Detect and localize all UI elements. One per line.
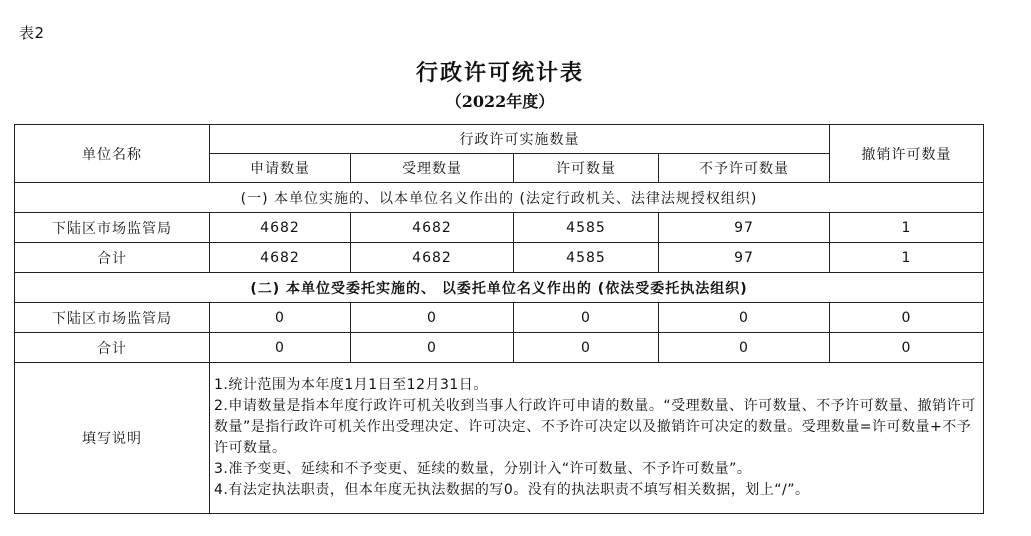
table-row <box>15 213 984 243</box>
accepted-cell: 0 <box>351 333 514 363</box>
notes-label: 填写说明 <box>15 363 210 514</box>
permit-statistics-table <box>14 124 984 514</box>
accepted-cell: 4682 <box>351 243 514 273</box>
header-accepted: 受理数量 <box>351 154 514 183</box>
not-permitted-cell: 97 <box>659 243 830 273</box>
permitted-cell: 0 <box>514 333 659 363</box>
section-1-header <box>15 183 984 213</box>
permitted-cell: 4585 <box>514 213 659 243</box>
header-implementation-count: 行政许可实施数量 <box>210 125 830 154</box>
header-revoked: 撤销许可数量 <box>830 125 984 183</box>
section-2-header <box>15 273 984 303</box>
not-permitted-cell: 97 <box>659 213 830 243</box>
unit-cell: 合计 <box>15 243 210 273</box>
section-2-title: (二) 本单位受委托实施的、 以委托单位名义作出的 (依法受委托执法组织) <box>15 273 984 303</box>
not-permitted-cell: 0 <box>659 333 830 363</box>
revoked-cell: 0 <box>830 303 984 333</box>
revoked-cell: 1 <box>830 213 984 243</box>
table-row <box>15 303 984 333</box>
header-permitted: 许可数量 <box>514 154 659 183</box>
applications-cell: 0 <box>210 303 351 333</box>
permitted-cell: 4585 <box>514 243 659 273</box>
header-not-permitted: 不予许可数量 <box>659 154 830 183</box>
applications-cell: 0 <box>210 333 351 363</box>
table-row-total <box>15 243 984 273</box>
not-permitted-cell: 0 <box>659 303 830 333</box>
header-applications: 申请数量 <box>210 154 351 183</box>
revoked-cell: 1 <box>830 243 984 273</box>
applications-cell: 4682 <box>210 243 351 273</box>
header-unit-name: 单位名称 <box>15 125 210 183</box>
unit-cell: 下陆区市场监管局 <box>15 303 210 333</box>
unit-cell: 下陆区市场监管局 <box>15 213 210 243</box>
permitted-cell: 0 <box>514 303 659 333</box>
applications-cell: 4682 <box>210 213 351 243</box>
note-line-2: 2.申请数量是指本年度行政许可机关收到当事人行政许可申请的数量。“受理数量、许可数量、不予许可数量、撤销许可数量”是指行政许可机关作出受理决定、许可决定、不予许可决定以及撤销许可决定的数量。受理数量=许可数量+不予许可数量。 <box>214 398 976 456</box>
note-line-3: 3.准予变更、延续和不予变更、延续的数量，分别计入“许可数量、不予许可数量”。 <box>214 461 752 477</box>
header-row-1 <box>15 125 984 154</box>
document-subtitle: （2022年度） <box>445 92 555 111</box>
accepted-cell: 0 <box>351 303 514 333</box>
notes-row <box>15 363 984 514</box>
table-row-total <box>15 333 984 363</box>
revoked-cell: 0 <box>830 333 984 363</box>
notes-content <box>210 363 984 514</box>
document-title: 行政许可统计表 <box>415 60 584 86</box>
accepted-cell: 4682 <box>351 213 514 243</box>
note-line-4: 4.有法定执法职责，但本年度无执法数据的写0。没有的执法职责不填写相关数据，划上“/”。 <box>214 482 810 498</box>
unit-cell: 合计 <box>15 333 210 363</box>
table-number: 表2 <box>19 24 45 42</box>
section-1-title: (一) 本单位实施的、以本单位名义作出的 (法定行政机关、法律法规授权组织) <box>15 183 984 213</box>
note-line-1: 1.统计范围为本年度1月1日至12月31日。 <box>214 377 488 393</box>
